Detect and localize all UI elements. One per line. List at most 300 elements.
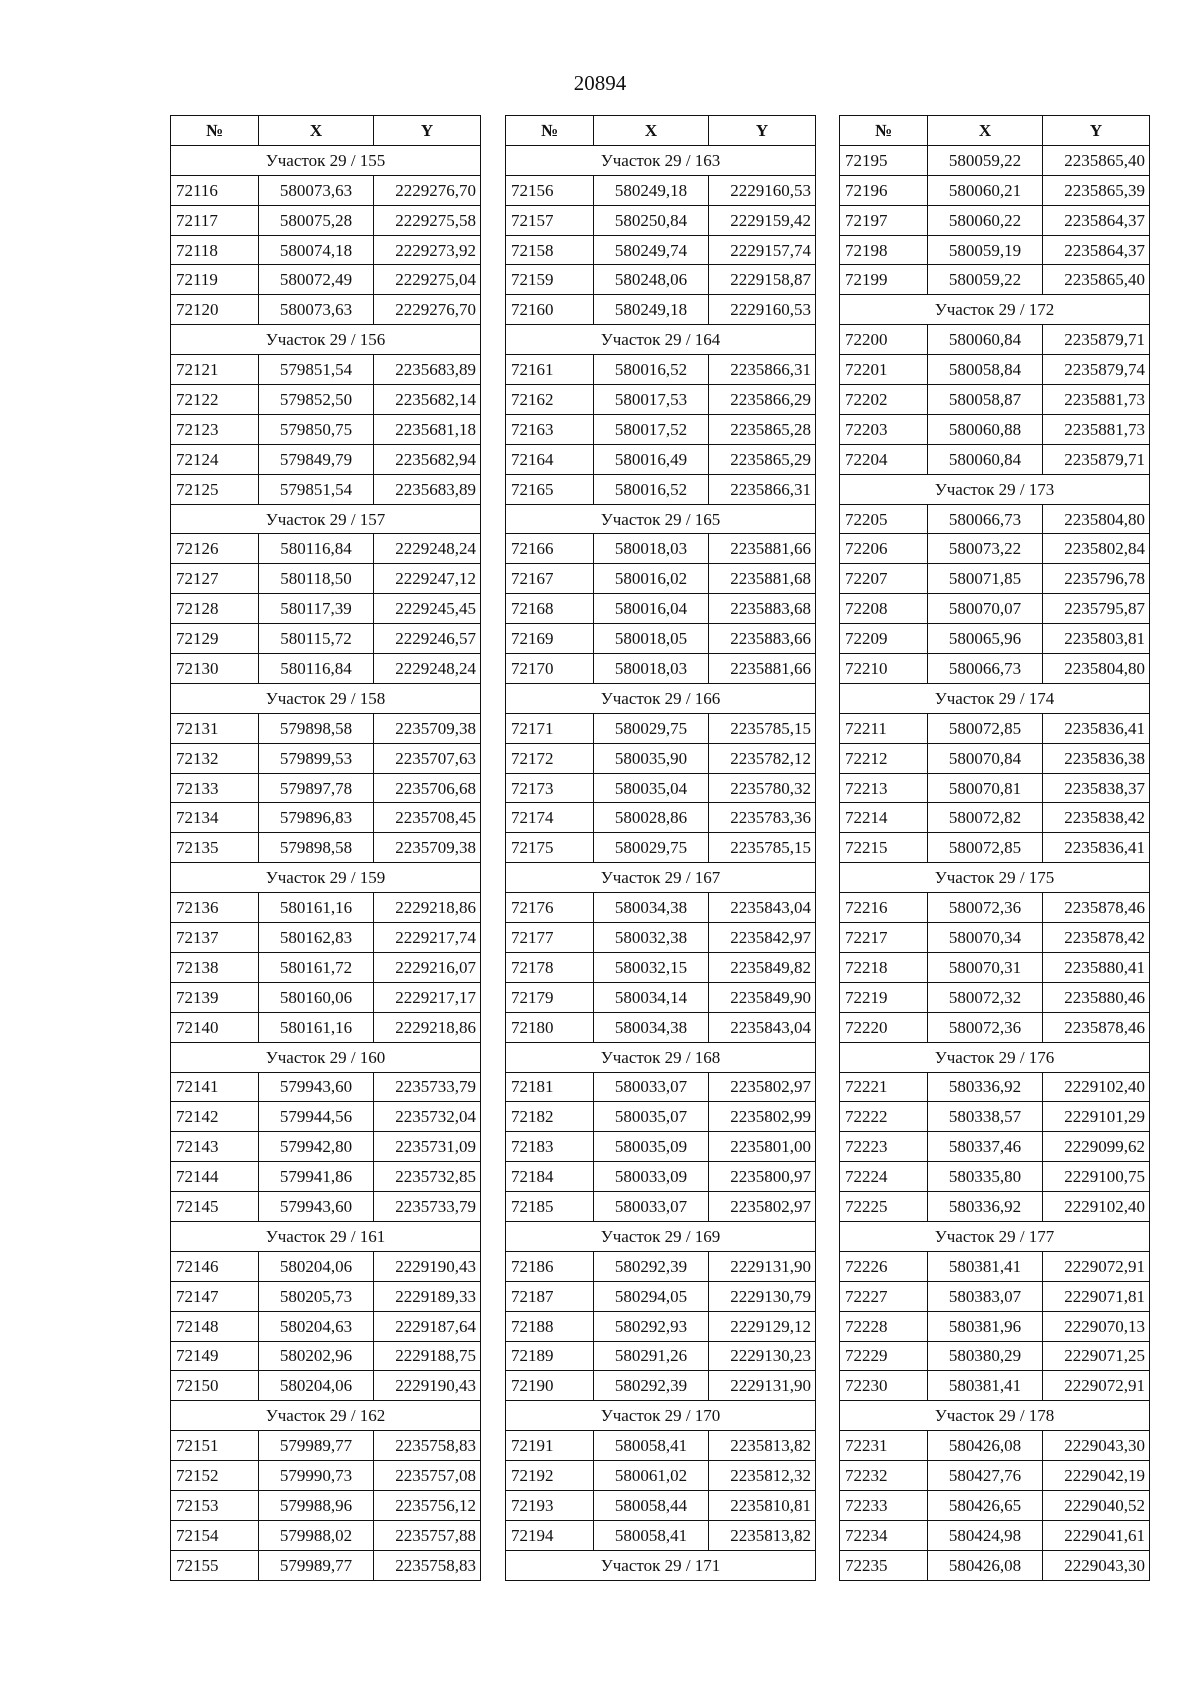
table-row (171, 444, 481, 474)
table-row (506, 773, 816, 803)
table-row (171, 265, 481, 295)
y-coordinate-cell: 2229042,19 (1043, 1461, 1150, 1491)
table-row (506, 1461, 816, 1491)
y-coordinate-cell: 2235879,71 (1043, 325, 1150, 355)
y-coordinate-cell: 2235758,83 (374, 1550, 481, 1580)
point-number-cell: 72159 (506, 265, 594, 295)
point-number-cell: 72143 (171, 1132, 259, 1162)
y-coordinate-cell: 2235804,80 (1043, 654, 1150, 684)
table-row (840, 833, 1150, 863)
y-coordinate-cell: 2235681,18 (374, 414, 481, 444)
x-coordinate-cell: 580162,83 (259, 923, 374, 953)
x-coordinate-cell: 580249,18 (594, 175, 709, 205)
section-row (840, 683, 1150, 713)
table-row (506, 594, 816, 624)
x-coordinate-cell: 580074,18 (259, 235, 374, 265)
y-coordinate-cell: 2235732,85 (374, 1162, 481, 1192)
point-number-cell: 72155 (171, 1550, 259, 1580)
point-number-cell: 72190 (506, 1371, 594, 1401)
x-coordinate-cell: 580380,29 (928, 1341, 1043, 1371)
x-coordinate-cell: 580336,92 (928, 1072, 1043, 1102)
point-number-cell: 72212 (840, 743, 928, 773)
table-row (171, 1281, 481, 1311)
point-number-cell: 72160 (506, 295, 594, 325)
x-coordinate-cell: 580072,85 (928, 833, 1043, 863)
point-number-cell: 72220 (840, 1012, 928, 1042)
y-coordinate-cell: 2235881,73 (1043, 385, 1150, 415)
section-row (840, 1042, 1150, 1072)
x-coordinate-cell: 580070,34 (928, 923, 1043, 953)
y-coordinate-cell: 2235879,71 (1043, 444, 1150, 474)
section-row (506, 1042, 816, 1072)
point-number-cell: 72233 (840, 1490, 928, 1520)
y-coordinate-cell: 2235802,99 (709, 1102, 816, 1132)
table-row (171, 1192, 481, 1222)
x-coordinate-cell: 580018,05 (594, 624, 709, 654)
point-number-cell: 72209 (840, 624, 928, 654)
table-row (506, 474, 816, 504)
y-coordinate-cell: 2235878,46 (1043, 893, 1150, 923)
section-label: Участок 29 / 174 (840, 683, 1150, 713)
section-row (171, 325, 481, 355)
point-number-cell: 72197 (840, 205, 928, 235)
y-coordinate-cell: 2235682,94 (374, 444, 481, 474)
table-row (840, 803, 1150, 833)
y-coordinate-cell: 2229041,61 (1043, 1520, 1150, 1550)
point-number-cell: 72148 (171, 1311, 259, 1341)
y-coordinate-cell: 2235865,40 (1043, 265, 1150, 295)
x-coordinate-cell: 580017,52 (594, 414, 709, 444)
y-coordinate-cell: 2235813,82 (709, 1431, 816, 1461)
table-row (840, 1520, 1150, 1550)
table-row (171, 175, 481, 205)
y-coordinate-cell: 2229218,86 (374, 893, 481, 923)
y-coordinate-cell: 2235838,37 (1043, 773, 1150, 803)
table-row (506, 743, 816, 773)
section-label: Участок 29 / 172 (840, 295, 1150, 325)
table-row (506, 235, 816, 265)
point-number-cell: 72137 (171, 923, 259, 953)
y-coordinate-cell: 2235864,37 (1043, 235, 1150, 265)
x-coordinate-cell: 580161,72 (259, 952, 374, 982)
table-row (840, 1132, 1150, 1162)
section-row (840, 1401, 1150, 1431)
table-row (840, 1162, 1150, 1192)
point-number-cell: 72134 (171, 803, 259, 833)
y-coordinate-cell: 2235881,68 (709, 564, 816, 594)
table-row (171, 564, 481, 594)
y-coordinate-cell: 2235842,97 (709, 923, 816, 953)
point-number-cell: 72162 (506, 385, 594, 415)
point-number-cell: 72185 (506, 1192, 594, 1222)
point-number-cell: 72187 (506, 1281, 594, 1311)
point-number-cell: 72138 (171, 952, 259, 982)
point-number-cell: 72141 (171, 1072, 259, 1102)
point-number-cell: 72203 (840, 414, 928, 444)
table-row (171, 654, 481, 684)
section-label: Участок 29 / 167 (506, 863, 816, 893)
x-coordinate-cell: 580058,41 (594, 1431, 709, 1461)
table-row (506, 654, 816, 684)
table-row (840, 1341, 1150, 1371)
point-number-cell: 72116 (171, 175, 259, 205)
table-row (840, 923, 1150, 953)
y-coordinate-cell: 2235881,73 (1043, 414, 1150, 444)
x-coordinate-cell: 580161,16 (259, 1012, 374, 1042)
x-coordinate-cell: 580028,86 (594, 803, 709, 833)
x-coordinate-cell: 579898,58 (259, 833, 374, 863)
y-coordinate-cell: 2235836,41 (1043, 713, 1150, 743)
y-coordinate-cell: 2235802,84 (1043, 534, 1150, 564)
table-row (840, 1431, 1150, 1461)
section-row (840, 1221, 1150, 1251)
x-coordinate-cell: 580116,84 (259, 654, 374, 684)
table-row (171, 713, 481, 743)
y-coordinate-cell: 2229159,42 (709, 205, 816, 235)
table-row (840, 982, 1150, 1012)
y-coordinate-cell: 2235795,87 (1043, 594, 1150, 624)
point-number-cell: 72225 (840, 1192, 928, 1222)
point-number-cell: 72136 (171, 893, 259, 923)
y-coordinate-cell: 2235801,00 (709, 1132, 816, 1162)
y-coordinate-cell: 2229130,79 (709, 1281, 816, 1311)
x-coordinate-cell: 579943,60 (259, 1192, 374, 1222)
table-row (171, 474, 481, 504)
y-coordinate-cell: 2235709,38 (374, 833, 481, 863)
point-number-cell: 72223 (840, 1132, 928, 1162)
y-coordinate-cell: 2229276,70 (374, 175, 481, 205)
y-coordinate-cell: 2229043,30 (1043, 1431, 1150, 1461)
x-coordinate-cell: 580058,44 (594, 1490, 709, 1520)
y-coordinate-cell: 2229130,23 (709, 1341, 816, 1371)
x-coordinate-cell: 580071,85 (928, 564, 1043, 594)
point-number-cell: 72189 (506, 1341, 594, 1371)
x-coordinate-cell: 579989,77 (259, 1431, 374, 1461)
y-coordinate-cell: 2229187,64 (374, 1311, 481, 1341)
table-row (171, 1520, 481, 1550)
section-row (506, 1550, 816, 1580)
point-number-cell: 72139 (171, 982, 259, 1012)
header-x: X (928, 116, 1043, 146)
y-coordinate-cell: 2235683,89 (374, 355, 481, 385)
point-number-cell: 72226 (840, 1251, 928, 1281)
y-coordinate-cell: 2229072,91 (1043, 1371, 1150, 1401)
point-number-cell: 72206 (840, 534, 928, 564)
y-coordinate-cell: 2235843,04 (709, 893, 816, 923)
x-coordinate-cell: 580249,74 (594, 235, 709, 265)
x-coordinate-cell: 580161,16 (259, 893, 374, 923)
x-coordinate-cell: 580061,02 (594, 1461, 709, 1491)
table-row (171, 803, 481, 833)
x-coordinate-cell: 580058,87 (928, 385, 1043, 415)
section-label: Участок 29 / 168 (506, 1042, 816, 1072)
point-number-cell: 72167 (506, 564, 594, 594)
x-coordinate-cell: 580249,18 (594, 295, 709, 325)
x-coordinate-cell: 580058,84 (928, 355, 1043, 385)
x-coordinate-cell: 580060,21 (928, 175, 1043, 205)
point-number-cell: 72193 (506, 1490, 594, 1520)
section-row (171, 1401, 481, 1431)
y-coordinate-cell: 2229043,30 (1043, 1550, 1150, 1580)
table-row (171, 1102, 481, 1132)
point-number-cell: 72210 (840, 654, 928, 684)
x-coordinate-cell: 579851,54 (259, 474, 374, 504)
point-number-cell: 72215 (840, 833, 928, 863)
point-number-cell: 72168 (506, 594, 594, 624)
table-row (506, 355, 816, 385)
y-coordinate-cell: 2235810,81 (709, 1490, 816, 1520)
table-row (840, 1281, 1150, 1311)
x-coordinate-cell: 579943,60 (259, 1072, 374, 1102)
y-coordinate-cell: 2229071,81 (1043, 1281, 1150, 1311)
point-number-cell: 72216 (840, 893, 928, 923)
x-coordinate-cell: 580383,07 (928, 1281, 1043, 1311)
point-number-cell: 72130 (171, 654, 259, 684)
table-row (506, 295, 816, 325)
x-coordinate-cell: 580035,04 (594, 773, 709, 803)
y-coordinate-cell: 2235802,97 (709, 1192, 816, 1222)
point-number-cell: 72179 (506, 982, 594, 1012)
point-number-cell: 72211 (840, 713, 928, 743)
x-coordinate-cell: 580018,03 (594, 534, 709, 564)
x-coordinate-cell: 579942,80 (259, 1132, 374, 1162)
table-row (171, 205, 481, 235)
table-row (171, 893, 481, 923)
x-coordinate-cell: 580381,41 (928, 1251, 1043, 1281)
x-coordinate-cell: 580337,46 (928, 1132, 1043, 1162)
x-coordinate-cell: 580075,28 (259, 205, 374, 235)
table-row (506, 833, 816, 863)
point-number-cell: 72229 (840, 1341, 928, 1371)
x-coordinate-cell: 579899,53 (259, 743, 374, 773)
point-number-cell: 72151 (171, 1431, 259, 1461)
table-row (840, 1550, 1150, 1580)
point-number-cell: 72213 (840, 773, 928, 803)
x-coordinate-cell: 580016,02 (594, 564, 709, 594)
table-row (840, 355, 1150, 385)
point-number-cell: 72120 (171, 295, 259, 325)
section-label: Участок 29 / 159 (171, 863, 481, 893)
section-label: Участок 29 / 164 (506, 325, 816, 355)
x-coordinate-cell: 580059,19 (928, 235, 1043, 265)
table-row (840, 1251, 1150, 1281)
y-coordinate-cell: 2235849,82 (709, 952, 816, 982)
point-number-cell: 72165 (506, 474, 594, 504)
table-row (171, 414, 481, 444)
x-coordinate-cell: 580016,52 (594, 474, 709, 504)
x-coordinate-cell: 580060,22 (928, 205, 1043, 235)
section-label: Участок 29 / 170 (506, 1401, 816, 1431)
x-coordinate-cell: 580033,09 (594, 1162, 709, 1192)
y-coordinate-cell: 2235785,15 (709, 713, 816, 743)
x-coordinate-cell: 579990,73 (259, 1461, 374, 1491)
y-coordinate-cell: 2235880,41 (1043, 952, 1150, 982)
point-number-cell: 72127 (171, 564, 259, 594)
table-row (171, 1132, 481, 1162)
point-number-cell: 72153 (171, 1490, 259, 1520)
table-row (171, 1431, 481, 1461)
header-y: Y (709, 116, 816, 146)
y-coordinate-cell: 2235683,89 (374, 474, 481, 504)
x-coordinate-cell: 579897,78 (259, 773, 374, 803)
table-row (506, 982, 816, 1012)
x-coordinate-cell: 580292,39 (594, 1371, 709, 1401)
table-row (506, 1012, 816, 1042)
section-label: Участок 29 / 161 (171, 1221, 481, 1251)
section-row (171, 1221, 481, 1251)
point-number-cell: 72218 (840, 952, 928, 982)
x-coordinate-cell: 580065,96 (928, 624, 1043, 654)
point-number-cell: 72126 (171, 534, 259, 564)
point-number-cell: 72122 (171, 385, 259, 415)
point-number-cell: 72192 (506, 1461, 594, 1491)
y-coordinate-cell: 2235878,42 (1043, 923, 1150, 953)
y-coordinate-cell: 2235866,31 (709, 474, 816, 504)
table-row (840, 952, 1150, 982)
table-header-row (171, 116, 481, 146)
point-number-cell: 72174 (506, 803, 594, 833)
table-row (840, 175, 1150, 205)
point-number-cell: 72129 (171, 624, 259, 654)
y-coordinate-cell: 2235783,36 (709, 803, 816, 833)
table-row (840, 654, 1150, 684)
header-number: № (506, 116, 594, 146)
x-coordinate-cell: 580205,73 (259, 1281, 374, 1311)
y-coordinate-cell: 2229273,92 (374, 235, 481, 265)
x-coordinate-cell: 579896,83 (259, 803, 374, 833)
point-number-cell: 72140 (171, 1012, 259, 1042)
table-row (171, 1162, 481, 1192)
point-number-cell: 72205 (840, 504, 928, 534)
y-coordinate-cell: 2235758,83 (374, 1431, 481, 1461)
y-coordinate-cell: 2229072,91 (1043, 1251, 1150, 1281)
point-number-cell: 72152 (171, 1461, 259, 1491)
point-number-cell: 72124 (171, 444, 259, 474)
y-coordinate-cell: 2229188,75 (374, 1341, 481, 1371)
x-coordinate-cell: 580204,06 (259, 1251, 374, 1281)
x-coordinate-cell: 580060,88 (928, 414, 1043, 444)
table-row (840, 743, 1150, 773)
point-number-cell: 72128 (171, 594, 259, 624)
x-coordinate-cell: 580118,50 (259, 564, 374, 594)
x-coordinate-cell: 580059,22 (928, 145, 1043, 175)
x-coordinate-cell: 580060,84 (928, 444, 1043, 474)
y-coordinate-cell: 2235883,66 (709, 624, 816, 654)
table-row (171, 1072, 481, 1102)
point-number-cell: 72146 (171, 1251, 259, 1281)
y-coordinate-cell: 2235757,88 (374, 1520, 481, 1550)
y-coordinate-cell: 2229275,58 (374, 205, 481, 235)
y-coordinate-cell: 2229217,74 (374, 923, 481, 953)
point-number-cell: 72164 (506, 444, 594, 474)
y-coordinate-cell: 2229245,45 (374, 594, 481, 624)
y-coordinate-cell: 2229218,86 (374, 1012, 481, 1042)
x-coordinate-cell: 580160,06 (259, 982, 374, 1012)
y-coordinate-cell: 2229246,57 (374, 624, 481, 654)
y-coordinate-cell: 2235812,32 (709, 1461, 816, 1491)
table-row (171, 235, 481, 265)
point-number-cell: 72170 (506, 654, 594, 684)
x-coordinate-cell: 580035,09 (594, 1132, 709, 1162)
table-row (506, 1132, 816, 1162)
y-coordinate-cell: 2235836,38 (1043, 743, 1150, 773)
point-number-cell: 72194 (506, 1520, 594, 1550)
point-number-cell: 72224 (840, 1162, 928, 1192)
point-number-cell: 72119 (171, 265, 259, 295)
table-row (840, 594, 1150, 624)
section-row (840, 295, 1150, 325)
section-row (506, 1401, 816, 1431)
y-coordinate-cell: 2235880,46 (1043, 982, 1150, 1012)
x-coordinate-cell: 580072,32 (928, 982, 1043, 1012)
table-header-row (506, 116, 816, 146)
point-number-cell: 72198 (840, 235, 928, 265)
x-coordinate-cell: 580426,65 (928, 1490, 1043, 1520)
table-row (840, 414, 1150, 444)
x-coordinate-cell: 580033,07 (594, 1192, 709, 1222)
y-coordinate-cell: 2229216,07 (374, 952, 481, 982)
table-row (840, 1192, 1150, 1222)
point-number-cell: 72219 (840, 982, 928, 1012)
y-coordinate-cell: 2235780,32 (709, 773, 816, 803)
table-row (506, 265, 816, 295)
table-row (840, 1311, 1150, 1341)
table-row (506, 1102, 816, 1132)
table-row (506, 1281, 816, 1311)
table-row (171, 624, 481, 654)
y-coordinate-cell: 2235838,42 (1043, 803, 1150, 833)
table-row (840, 1371, 1150, 1401)
point-number-cell: 72214 (840, 803, 928, 833)
table-row (506, 205, 816, 235)
section-label: Участок 29 / 173 (840, 474, 1150, 504)
section-row (506, 863, 816, 893)
table-row (506, 444, 816, 474)
coordinates-table-right (839, 115, 1150, 1581)
table-row (506, 1431, 816, 1461)
table-row (171, 534, 481, 564)
y-coordinate-cell: 2229157,74 (709, 235, 816, 265)
point-number-cell: 72131 (171, 713, 259, 743)
x-coordinate-cell: 579850,75 (259, 414, 374, 444)
x-coordinate-cell: 580204,06 (259, 1371, 374, 1401)
table-row (840, 624, 1150, 654)
table-row (840, 713, 1150, 743)
section-label: Участок 29 / 176 (840, 1042, 1150, 1072)
y-coordinate-cell: 2235849,90 (709, 982, 816, 1012)
x-coordinate-cell: 580072,82 (928, 803, 1043, 833)
point-number-cell: 72163 (506, 414, 594, 444)
x-coordinate-cell: 580072,36 (928, 1012, 1043, 1042)
point-number-cell: 72157 (506, 205, 594, 235)
x-coordinate-cell: 579944,56 (259, 1102, 374, 1132)
y-coordinate-cell: 2235865,29 (709, 444, 816, 474)
x-coordinate-cell: 580016,52 (594, 355, 709, 385)
y-coordinate-cell: 2235881,66 (709, 654, 816, 684)
y-coordinate-cell: 2235800,97 (709, 1162, 816, 1192)
point-number-cell: 72184 (506, 1162, 594, 1192)
table-row (506, 1072, 816, 1102)
x-coordinate-cell: 580073,63 (259, 295, 374, 325)
x-coordinate-cell: 580035,90 (594, 743, 709, 773)
y-coordinate-cell: 2235708,45 (374, 803, 481, 833)
y-coordinate-cell: 2229247,12 (374, 564, 481, 594)
point-number-cell: 72156 (506, 175, 594, 205)
section-row (506, 504, 816, 534)
table-row (506, 175, 816, 205)
x-coordinate-cell: 580032,15 (594, 952, 709, 982)
table-row (506, 624, 816, 654)
